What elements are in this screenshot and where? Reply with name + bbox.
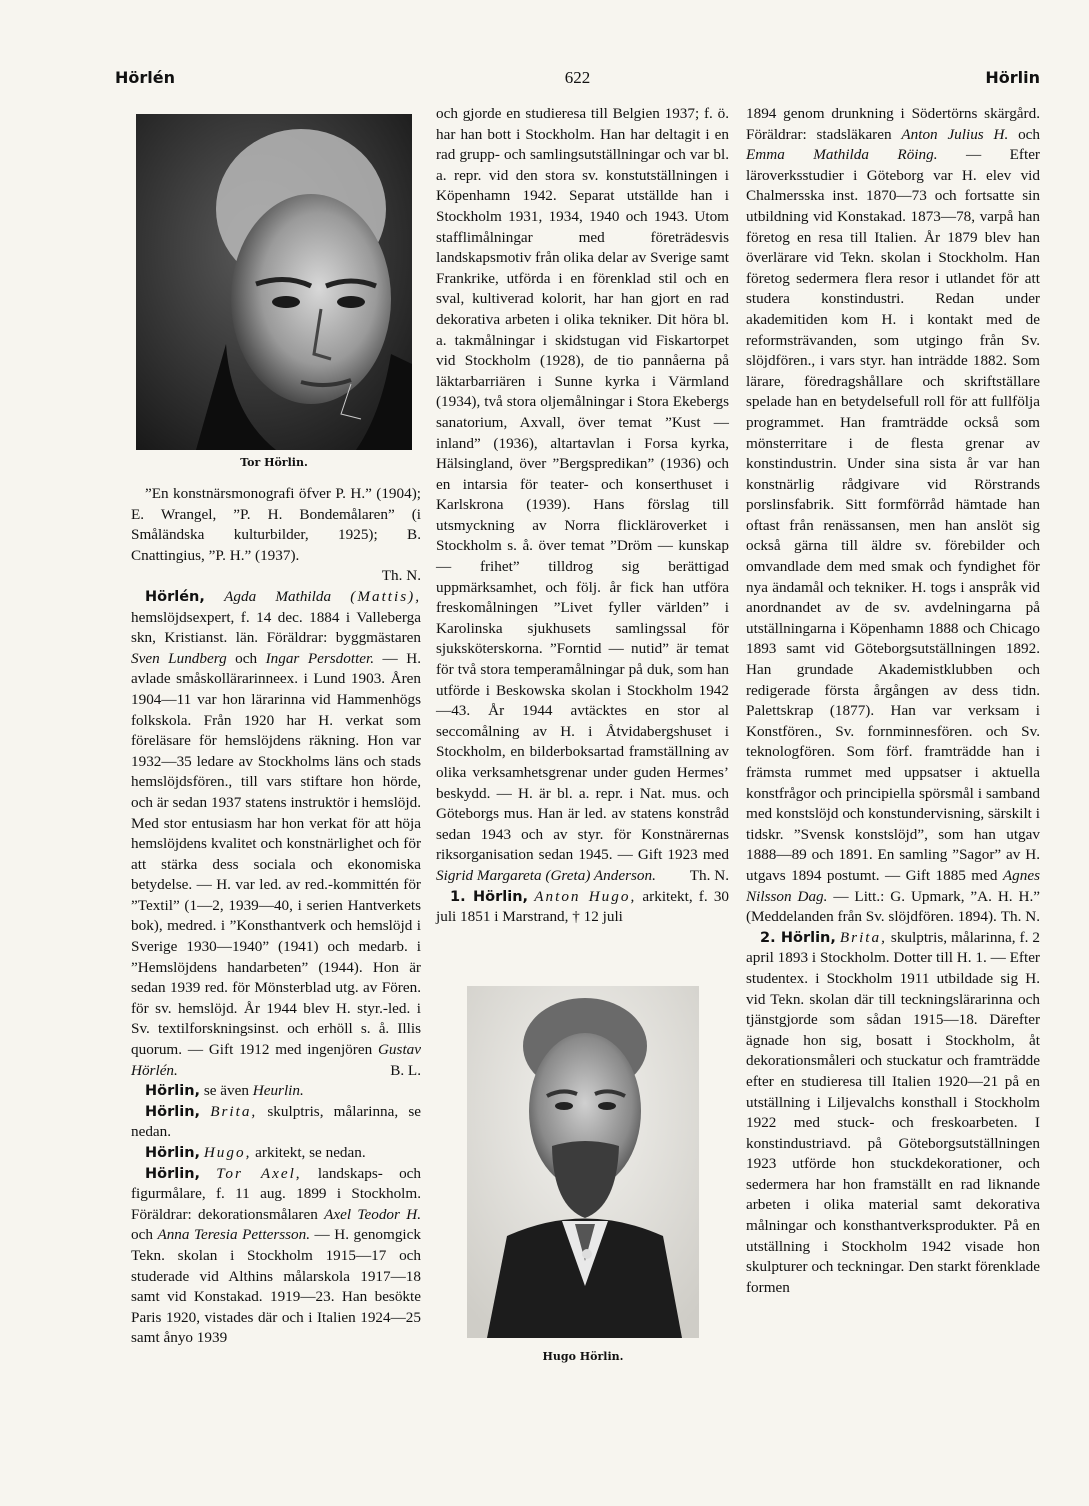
entry-hugo-horlin (436, 887, 729, 928)
entry-text: — Litt.: G. Upmark, ”A. H. H.” (Meddelanden från Sv. slöjdfören. 1894). (746, 887, 1040, 926)
column-3 (746, 104, 1040, 1298)
person-name: Ingar Persdotter. (265, 649, 375, 667)
cross-reference (131, 1081, 421, 1102)
author-signature: Th. N. (1000, 908, 1040, 926)
person-name: Anton Julius H. (901, 125, 1009, 143)
cross-reference-target: Heurlin. (252, 1082, 304, 1100)
running-head-right: Hörlin (985, 68, 1040, 87)
entry-continuation (436, 104, 729, 887)
person-name: Sigrid Margareta (Greta) Anderson. (436, 866, 656, 884)
person-name: Brita, (839, 928, 887, 946)
person-name: Emma Mathilda Röing. (746, 146, 938, 164)
entry-tor-horlin (131, 1164, 421, 1349)
entry-text: hemslöjdsexpert, f. 14 dec. 1884 i Valleberga skn, Kristianst. län. Föräldrar: byggmästaren (131, 608, 421, 647)
column-2 (436, 104, 729, 928)
entry-text: — H. genomgick Tekn. skolan i Stockholm 1915—17 och studerade vid Althins målarskola 1917—18 samt vid Konstakad. 1919—23. Han besökte Paris 1920, vistades där och i Italien 1924—25 samt ånyo 1939 (131, 1226, 421, 1347)
entry-continuation (746, 104, 1040, 928)
person-name: Hugo, (203, 1144, 252, 1161)
author-signature: Th. N. (689, 866, 729, 884)
headword: Hörlén, (145, 588, 205, 605)
entry-text: arkitekt, f. 30 juli 1851 i Marstrand, † 12 juli (436, 887, 730, 926)
entry-text: — Efter läroverksstudier i Göteborg var H. elev vid Chalmersska inst. 1870—73 och fortsatte sin utbildning vid Konstakad. 1873—78, varpå han företog en resa till Italien. År 1879 blev han överlärare vid Tekn. skolan i Stockholm. Han företog sedermera flera resor i utlandet för att studera konstindustri. Redan under akademitiden kom H. i kontakt med de reformsträvanden, som utgingo från Sv. slöjdfören., i vars styr. han inträdde 1882. Som lärare, föredragshållare och skriftställare spelade han en betydelsefull roll för att fullfölja programmet. Han framträdde också som mönsterritare i de flesta grenar av konstindustrin. Under sina sista år var han konstnärlig rådgivare vid Rörstrands porslinsfabrik. Sitt formförråd hämtade han oftast från renässansen, men han anslöt sig också gärna till äldre sv. förebilder och omvandlade dem med smak och fyndighet för nya ändamål och tekniker. H. togs i anspråk vid anordnandet av de sv. avdelningarna på utställningarna i Köpenhamn 1888 och Chicago 1893 samt vid Göteborgsutställningen 1892. Han grundade Akademistklubben och redigerade första årgången av dess tidn. Palettskrap (1877). Han var verksam i Konstfören., Sv. fornminnesfören. och Sv. teknologfören. Som förf. framträdde han i främsta rummet med uppsatser i aktuella konstfrågor och principiella spörsmål i samband med konstslöjd och konstundervisning, särskilt i tidskr. ”Svensk konstslöjd”, som han utgav 1888—89 och 1891. En samling ”Sagor” av H. utgavs 1894 postumt. — Gift 1885 med (746, 146, 1040, 884)
headword: Hörlin, (145, 1103, 201, 1120)
caption-tor-horlin: Tor Hörlin. (240, 456, 308, 469)
page-number: 622 (564, 68, 591, 87)
headword: 1. Hörlin, (450, 888, 529, 905)
portrait-tor-horlin-image (136, 114, 412, 450)
entry-text: och (226, 649, 266, 667)
person-name: Anna Teresia Pettersson. (157, 1226, 311, 1244)
column-1 (131, 484, 421, 1349)
person-name: Sven Lundberg (131, 649, 227, 667)
person-name: Agda Mathilda (224, 587, 332, 605)
person-name: Gustav Hörlén. (131, 1041, 421, 1079)
person-name: Brita, (210, 1102, 258, 1120)
entry-text: landskaps- och figurmålare, f. 11 aug. 1899 i Stockholm. Föräldrar: dekorationsmålaren (131, 1164, 422, 1223)
portrait-tor-horlin (136, 114, 412, 450)
text-paragraph: ”En konstnärsmonografi öfver P. H.” (1904); E. Wrangel, ”P. H. Bondemålaren” (i Småländska kulturbilder, 1925); B. Cnattingius, ”P. H.” (1937). (131, 485, 421, 564)
caption-hugo-horlin: Hugo Hörlin. (542, 1350, 624, 1363)
page-header (115, 68, 1040, 94)
entry-text: skulptris, målarinna, se nedan. (131, 1102, 421, 1141)
person-name: Axel Teodor H. (324, 1205, 422, 1223)
author-signature: Th. N. (381, 567, 421, 585)
headword: Hörlin, (145, 1165, 201, 1182)
entry-text: — H. avlade småskollärarinneex. i Lund 1903. Åren 1904—11 var hon lärarinna vid Hammenhögs folkskola. Från 1920 har H. verkat som föreläsare för hemslöjdens räkning. Hon var 1932—35 ledare av Stockholms läns och stads hemslöjdsfören., till vars stiftare hon hörde, och är sedan 1937 statens instruktör i hemslöjd. Med stor entusiasm har hon verkat för att höja hemslöjdens kvalitet och konstnärlighet och för att stärka dess sociala och ekonomiska betydelse. — H. var led. av red.-kommittén för ”Textil” (1—2, 1939—40, i serien Hantverkets bok), medred. i ”Konsthantverk och hemslöjd i Sverige 1930—1940” (1941) och medarb. i ”Hemslöjdens handarbeten” (1944). Hon är sedan 1939 red. för Mönsterblad utg. av Fören. för sv. hemslöjd. År 1944 blev H. styr.-led. i Sv. textilforskningsinst. och erhöll s. å. Illis quorum. — Gift 1912 med ingenjören (131, 649, 421, 1059)
entry-brita-horlin (746, 928, 1040, 1299)
entry-text: skulptris, målarinna, f. 2 april 1893 i Stockholm. Dotter till H. 1. — Efter studentex. i Stockholm 1911 utbildade sig H. vid Tekn. skolan där till teckningslärarinna och tjänstgjorde som sådan 1915—18. Därefter ägnade hon sig, bosatt i Stockholm, åt dekorationsmåleri och stuckatur och framträdde efter en studieresa till Italien 1920—21 på en utställning i Liljevalchs konsthall i Stockholm 1922 med stuck- och freskoarbeten. I konstindustriavd. på Göteborgsutställningen 1923 utförde hon stuckdekorationer, och sedermera har hon framställt en rad liknande arbeten i olika material samt dekorativa målningar och konsthantverksprodukter. På en utställning i Stockholm 1942 visade hon skulpturer och teckningar. Den starkt förenklade formen (746, 928, 1040, 1296)
portrait-hugo-horlin (467, 986, 699, 1338)
entry-text: se även (200, 1082, 253, 1100)
person-name: Agnes Nilsson Dag. (746, 866, 1040, 905)
headword: Hörlin, (145, 1083, 201, 1100)
person-nickname: (Mattis), (350, 587, 422, 605)
entry-text: och (131, 1226, 158, 1244)
portrait-hugo-horlin-image (467, 986, 699, 1338)
person-name: Tor Axel, (216, 1164, 302, 1182)
person-name: Anton Hugo, (534, 887, 637, 905)
cross-reference (131, 1102, 421, 1143)
cross-reference (131, 1143, 421, 1164)
author-signature: B. L. (390, 1061, 421, 1079)
entry-agda-horlen (131, 587, 421, 1081)
headword: Hörlin, (145, 1145, 201, 1161)
entry-text: och (1008, 125, 1040, 143)
entry-text: och gjorde en studieresa till Belgien 1937; f. ö. har han bott i Stockholm. Han har deltagit i en rad grupp- och samlingsutställningar och var bl. a. repr. vid den stora sv. konstutställningen i Köpenhamn 1942. Separat utställde han i Stockholm 1931, 1934, 1940 och 1943. Utom stafflimålningar med företrädesvis landskapsmotiv från olika delar av Sverige samt Frankrike, utförda i en förenklad stil och en sval, kultiverad kolorit, har han gjort en rad dekorativa arbeten i olika tekniker. Dit höra bl. a. takmålningar i skidstugan vid Fiskartorpet vid Stockholm (1928), de tio pannåerna på läktarbarriären i Sunne kyrka i Värmland (1934), två stora oljemålningar i Stora Ekebergs sanatorium, Axvall, över temat ”Kust — inland” (1936), altartavlan i Forsa kyrka, Hälsingland, över ”Bergspredikan” (1936) och en intarsia för teater- och konserthuset i Karlskrona (1939). Hans förslag till utsmyckning av Norra flickläroverket i Stockholm s. å. över temat ”Dröm — kunskap — frihet” tilldrog sig berättigad uppmärksamhet, och följ. år fick han utföra freskomålningen ”Livet fyller världen” i Karolinska sjukhusets samlingssal för sjuksköterskorna. ”Forntid — nutid” är temat för två stora temperamålningar på duk, som han utförde i Beskowska skolan i Stockholm 1942—43. År 1944 avtäcktes en stor al seccomålning av H. i Åtvidabergshuset i Stockholm, en bilderboksartad framställning av olika verksamhetsgrenar under guden Hermes’ beskydd. — H. är bl. a. repr. i Nat. mus. och Göteborgs mus. Han är led. av statens konstråd sedan 1943 och av styr. för Konstnärernas riksorganisation sedan 1945. — Gift 1923 med (436, 105, 729, 864)
entry-text: 1894 genom drunkning i Södertörns skärgård. Föräldrar: stadsläkaren (746, 105, 1040, 143)
headword: 2. Hörlin, (760, 929, 836, 946)
running-head-left: Hörlén (115, 68, 175, 87)
entry-text: arkitekt, se nedan. (251, 1144, 366, 1161)
